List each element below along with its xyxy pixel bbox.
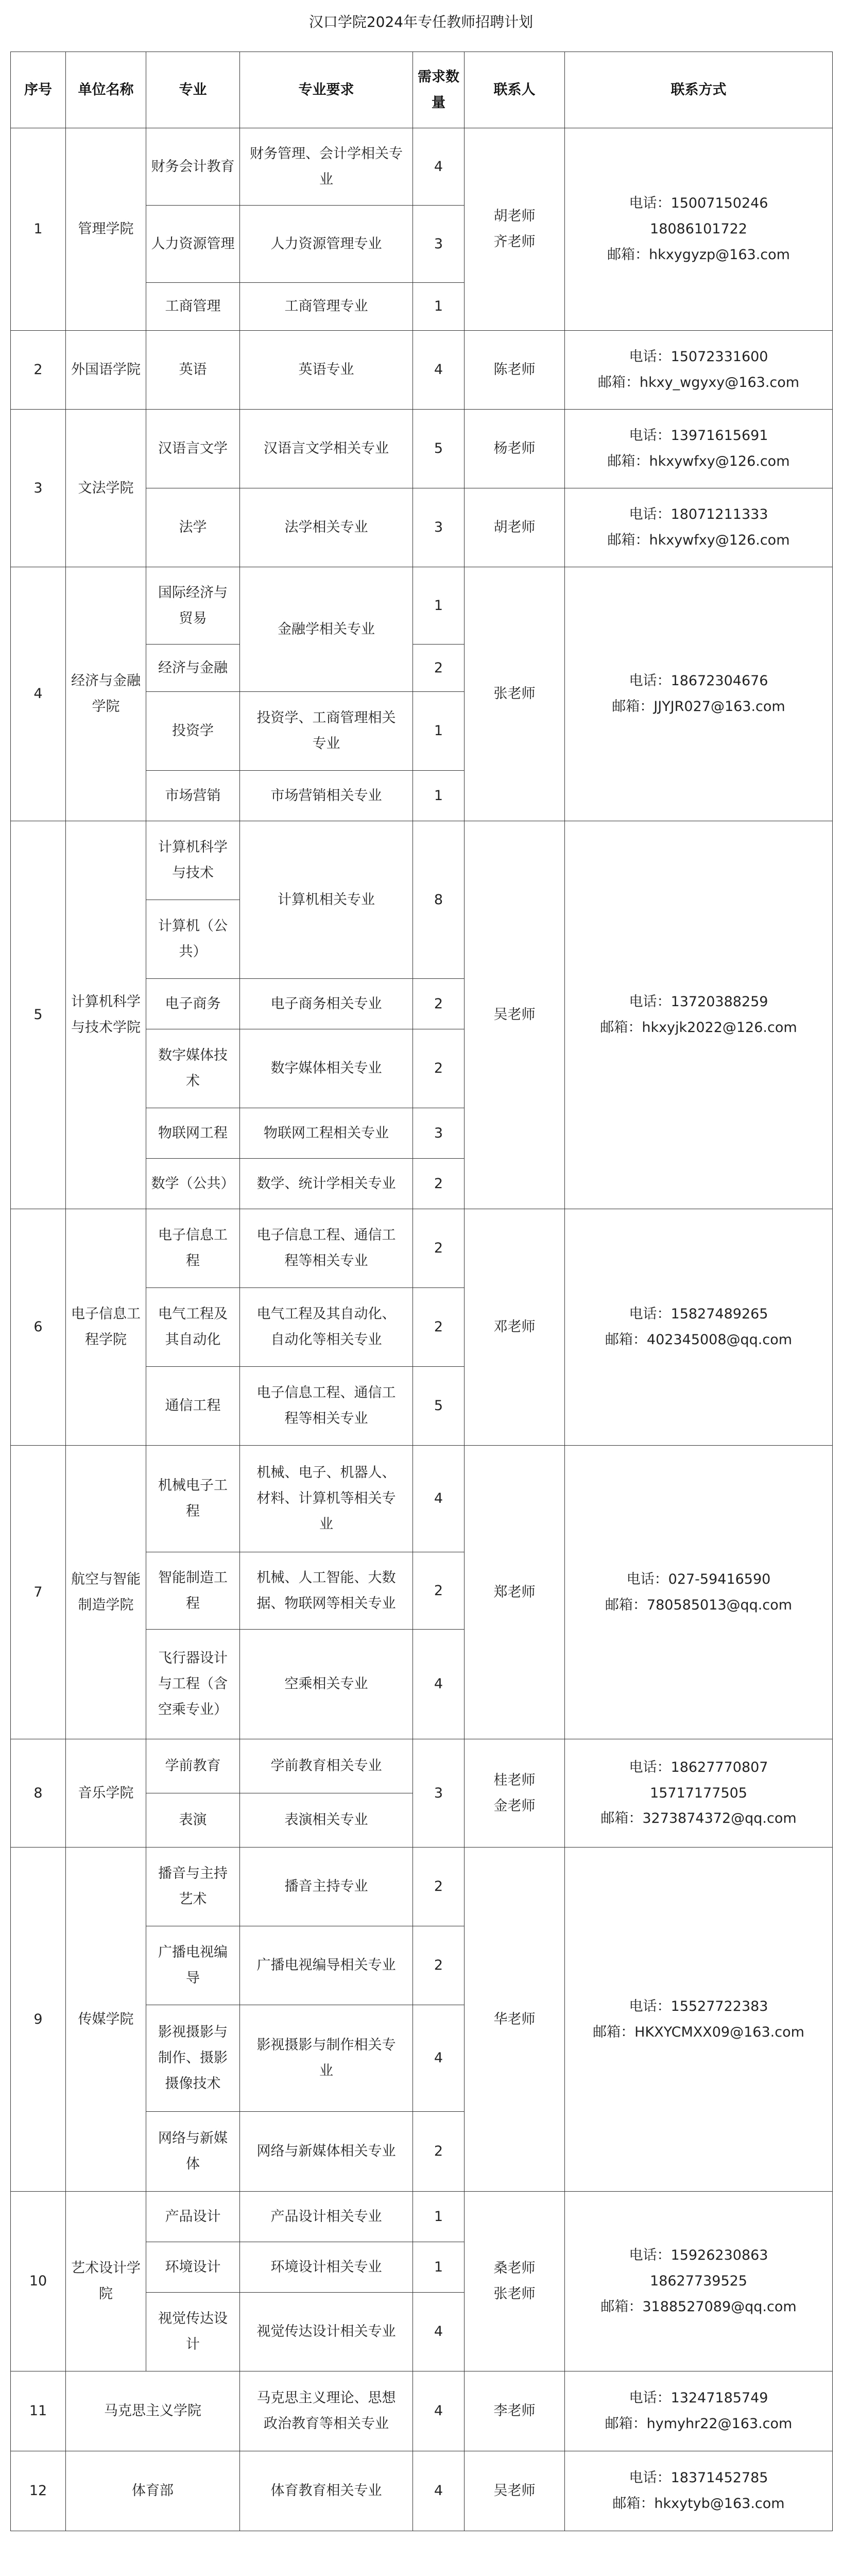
cell-requirement: 电气工程及其自动化、 自动化等相关专业 — [240, 1288, 413, 1367]
cell-seq: 11 — [11, 2371, 66, 2451]
cell-contact-info: 电话：18672304676 邮箱：JJYJR027@163.com — [565, 567, 833, 821]
cell-major: 计算机（公 共） — [146, 900, 240, 979]
table-row — [11, 1848, 833, 1926]
table-header-row — [11, 52, 833, 128]
cell-major: 经济与金融 — [146, 645, 240, 692]
cell-requirement: 电子信息工程、通信工 程等相关专业 — [240, 1209, 413, 1288]
cell-requirement: 机械、电子、机器人、 材料、计算机等相关专 业 — [240, 1446, 413, 1552]
table-row — [11, 567, 833, 645]
cell-contact-info: 电话：15007150246 18086101722 邮箱：hkxygyzp@163.com — [565, 128, 833, 331]
cell-seq: 1 — [11, 128, 66, 331]
cell-major: 物联网工程 — [146, 1108, 240, 1159]
cell-major: 财务会计教育 — [146, 128, 240, 206]
cell-unit: 经济与金融 学院 — [66, 567, 146, 821]
column-header-major: 专业 — [146, 52, 240, 128]
cell-unit: 体育部 — [66, 2451, 240, 2531]
cell-requirement: 工商管理专业 — [240, 283, 413, 331]
cell-major: 通信工程 — [146, 1367, 240, 1446]
table-row — [11, 2451, 833, 2531]
table-row — [11, 821, 833, 900]
cell-contact: 桑老师 张老师 — [465, 2192, 565, 2371]
cell-major: 网络与新媒 体 — [146, 2112, 240, 2192]
table-row — [11, 2192, 833, 2242]
cell-seq: 7 — [11, 1446, 66, 1739]
cell-requirement: 影视摄影与制作相关专 业 — [240, 2005, 413, 2112]
cell-count: 4 — [413, 1446, 465, 1552]
cell-contact: 华老师 — [465, 1848, 565, 2192]
cell-major: 计算机科学 与技术 — [146, 821, 240, 900]
cell-count: 2 — [413, 1029, 465, 1108]
cell-count: 1 — [413, 771, 465, 821]
cell-requirement: 数字媒体相关专业 — [240, 1029, 413, 1108]
cell-count: 4 — [413, 1630, 465, 1739]
cell-major: 学前教育 — [146, 1739, 240, 1793]
cell-requirement: 播音主持专业 — [240, 1848, 413, 1926]
cell-contact-info: 电话：18071211333 邮箱：hkxywfxy@126.com — [565, 488, 833, 567]
cell-count: 2 — [413, 1159, 465, 1209]
cell-requirement: 投资学、工商管理相关 专业 — [240, 692, 413, 771]
cell-unit: 外国语学院 — [66, 331, 146, 410]
cell-major: 广播电视编 导 — [146, 1926, 240, 2005]
table-row — [11, 1739, 833, 1793]
cell-unit: 文法学院 — [66, 410, 146, 567]
cell-seq: 3 — [11, 410, 66, 567]
cell-contact-info: 电话：15926230863 18627739525 邮箱：3188527089@qq.com — [565, 2192, 833, 2371]
cell-contact-info: 电话：13720388259 邮箱：hkxyjk2022@126.com — [565, 821, 833, 1209]
cell-unit: 管理学院 — [66, 128, 146, 331]
column-header-requirement: 专业要求 — [240, 52, 413, 128]
cell-seq: 5 — [11, 821, 66, 1209]
cell-major: 产品设计 — [146, 2192, 240, 2242]
cell-major: 国际经济与 贸易 — [146, 567, 240, 645]
table-row — [11, 1446, 833, 1552]
cell-unit: 电子信息工 程学院 — [66, 1209, 146, 1446]
cell-count: 2 — [413, 1926, 465, 2005]
cell-requirement: 广播电视编导相关专业 — [240, 1926, 413, 2005]
cell-requirement: 产品设计相关专业 — [240, 2192, 413, 2242]
cell-contact: 杨老师 — [465, 410, 565, 488]
cell-contact-info: 电话：13247185749 邮箱：hymyhr22@163.com — [565, 2371, 833, 2451]
cell-contact: 胡老师 齐老师 — [465, 128, 565, 331]
cell-contact: 胡老师 — [465, 488, 565, 567]
cell-count: 3 — [413, 1108, 465, 1159]
cell-contact: 郑老师 — [465, 1446, 565, 1739]
cell-requirement: 人力资源管理专业 — [240, 206, 413, 283]
cell-requirement: 汉语言文学相关专业 — [240, 410, 413, 488]
cell-seq: 2 — [11, 331, 66, 410]
cell-contact-info: 电话：18371452785 邮箱：hkxytyb@163.com — [565, 2451, 833, 2531]
cell-major: 播音与主持 艺术 — [146, 1848, 240, 1926]
cell-major: 电气工程及 其自动化 — [146, 1288, 240, 1367]
cell-requirement: 电子商务相关专业 — [240, 979, 413, 1029]
page-title: 汉口学院2024年专任教师招聘计划 — [308, 13, 534, 30]
cell-major: 环境设计 — [146, 2242, 240, 2293]
cell-count: 8 — [413, 821, 465, 979]
cell-major: 电子信息工 程 — [146, 1209, 240, 1288]
cell-count: 4 — [413, 2371, 465, 2451]
cell-requirement: 法学相关专业 — [240, 488, 413, 567]
cell-count: 2 — [413, 1848, 465, 1926]
cell-major: 市场营销 — [146, 771, 240, 821]
column-header-unit: 单位名称 — [66, 52, 146, 128]
column-header-contact-info: 联系方式 — [565, 52, 833, 128]
cell-requirement: 马克思主义理论、思想 政治教育等相关专业 — [240, 2371, 413, 2451]
cell-count: 4 — [413, 2293, 465, 2371]
cell-contact: 吴老师 — [465, 821, 565, 1209]
table-row — [11, 128, 833, 206]
cell-requirement: 机械、人工智能、大数 据、物联网等相关专业 — [240, 1552, 413, 1630]
cell-major: 工商管理 — [146, 283, 240, 331]
cell-requirement: 学前教育相关专业 — [240, 1739, 413, 1793]
column-header-seq: 序号 — [11, 52, 66, 128]
cell-requirement: 市场营销相关专业 — [240, 771, 413, 821]
table-row — [11, 331, 833, 410]
cell-unit: 马克思主义学院 — [66, 2371, 240, 2451]
table-row — [11, 1209, 833, 1288]
cell-seq: 9 — [11, 1848, 66, 2192]
cell-requirement: 金融学相关专业 — [240, 567, 413, 692]
cell-contact: 桂老师 金老师 — [465, 1739, 565, 1848]
cell-count: 1 — [413, 692, 465, 771]
cell-count: 3 — [413, 488, 465, 567]
cell-count: 1 — [413, 567, 465, 645]
cell-seq: 4 — [11, 567, 66, 821]
cell-major: 视觉传达设 计 — [146, 2293, 240, 2371]
cell-requirement: 物联网工程相关专业 — [240, 1108, 413, 1159]
cell-requirement: 体育教育相关专业 — [240, 2451, 413, 2531]
cell-major: 智能制造工 程 — [146, 1552, 240, 1630]
cell-count: 2 — [413, 645, 465, 692]
cell-count: 4 — [413, 2451, 465, 2531]
cell-major: 机械电子工 程 — [146, 1446, 240, 1552]
cell-major: 数字媒体技 术 — [146, 1029, 240, 1108]
cell-contact-info: 电话：15827489265 邮箱：402345008@qq.com — [565, 1209, 833, 1446]
cell-contact-info: 电话：13971615691 邮箱：hkxywfxy@126.com — [565, 410, 833, 488]
cell-major: 影视摄影与 制作、摄影 摄像技术 — [146, 2005, 240, 2112]
cell-contact: 邓老师 — [465, 1209, 565, 1446]
cell-requirement: 财务管理、会计学相关专业 — [240, 128, 413, 206]
cell-unit: 航空与智能 制造学院 — [66, 1446, 146, 1739]
cell-count: 1 — [413, 283, 465, 331]
cell-requirement: 计算机相关专业 — [240, 821, 413, 979]
cell-contact: 陈老师 — [465, 331, 565, 410]
cell-requirement: 环境设计相关专业 — [240, 2242, 413, 2293]
recruitment-table — [10, 52, 833, 2531]
cell-count: 2 — [413, 1552, 465, 1630]
cell-major: 数学（公共） — [146, 1159, 240, 1209]
cell-seq: 10 — [11, 2192, 66, 2371]
cell-contact-info: 电话：15072331600 邮箱：hkxy_wgyxy@163.com — [565, 331, 833, 410]
cell-count: 1 — [413, 2192, 465, 2242]
cell-count: 1 — [413, 2242, 465, 2293]
cell-major: 飞行器设计 与工程（含 空乘专业） — [146, 1630, 240, 1739]
cell-seq: 6 — [11, 1209, 66, 1446]
cell-contact: 吴老师 — [465, 2451, 565, 2531]
cell-unit: 传媒学院 — [66, 1848, 146, 2192]
cell-contact: 李老师 — [465, 2371, 565, 2451]
table-row — [11, 410, 833, 488]
cell-count: 5 — [413, 1367, 465, 1446]
cell-requirement: 电子信息工程、通信工 程等相关专业 — [240, 1367, 413, 1446]
cell-major: 电子商务 — [146, 979, 240, 1029]
cell-major: 表演 — [146, 1793, 240, 1848]
cell-contact: 张老师 — [465, 567, 565, 821]
cell-seq: 8 — [11, 1739, 66, 1848]
cell-count: 2 — [413, 979, 465, 1029]
cell-contact-info: 电话：027-59416590 邮箱：780585013@qq.com — [565, 1446, 833, 1739]
cell-requirement: 视觉传达设计相关专业 — [240, 2293, 413, 2371]
cell-requirement: 网络与新媒体相关专业 — [240, 2112, 413, 2192]
cell-count: 4 — [413, 331, 465, 410]
cell-requirement: 空乘相关专业 — [240, 1630, 413, 1739]
cell-requirement: 数学、统计学相关专业 — [240, 1159, 413, 1209]
cell-count: 2 — [413, 2112, 465, 2192]
cell-unit: 音乐学院 — [66, 1739, 146, 1848]
cell-unit: 计算机科学 与技术学院 — [66, 821, 146, 1209]
cell-count: 3 — [413, 206, 465, 283]
cell-unit: 艺术设计学 院 — [66, 2192, 146, 2371]
cell-count: 4 — [413, 2005, 465, 2112]
cell-major: 人力资源管理 — [146, 206, 240, 283]
column-header-count: 需求数量 — [413, 52, 465, 128]
cell-seq: 12 — [11, 2451, 66, 2531]
table-row — [11, 2371, 833, 2451]
cell-requirement: 英语专业 — [240, 331, 413, 410]
cell-major: 投资学 — [146, 692, 240, 771]
cell-major: 汉语言文学 — [146, 410, 240, 488]
cell-contact-info: 电话：18627770807 15717177505 邮箱：3273874372@qq.com — [565, 1739, 833, 1848]
cell-count: 5 — [413, 410, 465, 488]
cell-count: 3 — [413, 1739, 465, 1848]
cell-major: 法学 — [146, 488, 240, 567]
cell-count: 2 — [413, 1209, 465, 1288]
cell-requirement: 表演相关专业 — [240, 1793, 413, 1848]
cell-contact-info: 电话：15527722383 邮箱：HKXYCMXX09@163.com — [565, 1848, 833, 2192]
cell-count: 4 — [413, 128, 465, 206]
cell-count: 2 — [413, 1288, 465, 1367]
column-header-contact: 联系人 — [465, 52, 565, 128]
cell-major: 英语 — [146, 331, 240, 410]
